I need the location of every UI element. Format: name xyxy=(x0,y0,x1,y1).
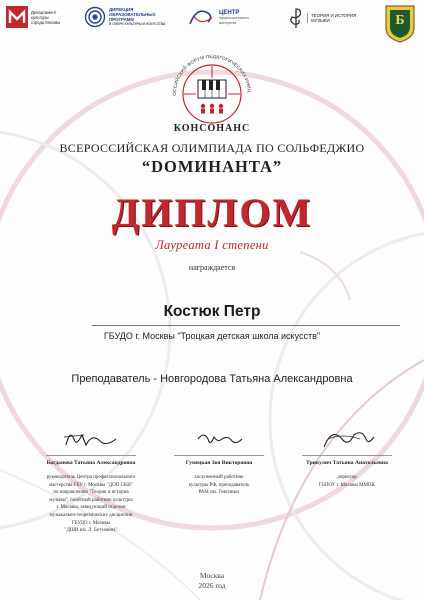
sig1-pos-line: по направлению "Теория и история xyxy=(53,490,129,496)
sig1-pos-line: руководитель Центра профессионального xyxy=(46,475,136,480)
directorate-line-1: ДИРЕКЦИЯ xyxy=(109,7,134,12)
sig3-pos-line: ГБПОУ г. Москвы ММПК xyxy=(319,482,375,488)
directorate-subtitle: В СФЕРЕ КУЛЬТУРЫ И ИСКУССТВА xyxy=(109,22,166,26)
sig2-pos-line: РАМ им. Гнесиных xyxy=(198,490,240,496)
sig1-pos-line: ГБУДО г. Москвы xyxy=(71,520,111,526)
signature-3-position xyxy=(282,474,412,489)
theory-line-1: ТЕОРИЯ И ИСТОРИЯ xyxy=(311,13,357,18)
olympiad-title: ВСЕРОССИЙСКАЯ ОЛИМПИАДА ПО СОЛЬФЕДЖИО xyxy=(59,141,365,155)
signature-2-position xyxy=(154,474,284,497)
directorate-logo xyxy=(84,6,165,28)
circles-icon xyxy=(84,6,106,28)
sig1-pos-line: г. Москвы, заведующий отделом xyxy=(56,505,126,511)
culture-dept-line-2: культуры xyxy=(31,14,49,20)
theory-line-2: МУЗЫКИ xyxy=(311,18,330,23)
theory-logo xyxy=(288,6,356,30)
emblem-name: КОНСОНАНС xyxy=(173,123,251,134)
signature-1-icon xyxy=(56,425,126,455)
treble-clef-icon xyxy=(186,6,218,30)
signature-3-line xyxy=(302,455,392,456)
diploma-degree: Лауреата I степени xyxy=(155,238,269,252)
sig1-pos-line: музыкально-теоретических дисциплин xyxy=(49,512,133,518)
signature-1-position xyxy=(26,474,156,535)
recipient-underline xyxy=(92,325,400,326)
crest-letter: Б xyxy=(395,13,405,28)
signature-block-2 xyxy=(154,425,284,497)
sig1-pos-line: музыки", почётный работник культуры xyxy=(49,497,133,503)
emblem-graphic xyxy=(162,44,262,134)
sig2-pos-line: культуры РФ, преподаватель xyxy=(188,482,250,488)
diploma-title: ДИПЛОМ xyxy=(111,190,313,235)
center-sub-2: мастерства xyxy=(219,20,237,25)
recipient-name: Костюк Петр xyxy=(163,303,261,320)
signature-2-name: Гумецкая Зоя Викторовна xyxy=(185,460,253,466)
footer-year: 2026 год xyxy=(198,581,226,590)
signature-block-1 xyxy=(26,425,156,535)
footer-city: Москва xyxy=(199,571,225,580)
signature-3-icon xyxy=(312,425,382,455)
moscow-m-icon xyxy=(6,6,28,28)
signature-1-line xyxy=(46,455,136,456)
sig3-pos-line: директор xyxy=(337,475,357,480)
awarded-label: награждается xyxy=(188,263,236,272)
culture-department-logo xyxy=(6,6,60,28)
emblem-arc-text: ОССИЙСКИЙ ФОРУМ ПЕДАГОГИЧЕСКИХ ИНИЦ xyxy=(171,53,253,96)
konsonans-emblem xyxy=(162,44,262,134)
sig1-pos-line: мастерства ГБУ г. Москвы "ДОП СКИ" xyxy=(49,482,133,488)
signature-2-line xyxy=(174,455,264,456)
center-logo xyxy=(186,6,249,30)
signature-block-3 xyxy=(282,425,412,489)
school-crest xyxy=(384,4,416,44)
signature-1-name: Богданова Татьяна Александровна xyxy=(46,460,136,466)
culture-dept-line-3: города Москвы xyxy=(31,19,61,25)
sig1-pos-line: "ДШИ им. Л. Бетховена" xyxy=(64,528,118,534)
school-name: ГБУДО г. Москвы "Троцкая детская школа искусств" xyxy=(103,331,321,341)
clef-icon xyxy=(288,6,304,30)
signature-2-icon xyxy=(184,425,254,455)
culture-dept-line-1: Департамент xyxy=(31,9,57,15)
sig2-pos-line: заслуженный работник xyxy=(194,475,244,480)
directorate-line-3: ПРОГРАММ xyxy=(109,17,134,22)
center-sub-1: профессионального xyxy=(219,15,249,20)
directorate-line-2: ОБРАЗОВАТЕЛЬНЫХ xyxy=(109,12,156,17)
signature-3-name: Трикулич Татьяна Анатольевна xyxy=(306,460,388,466)
teacher-line: Преподаватель - Новгородова Татьяна Александровна xyxy=(71,373,353,385)
olympiad-name: “DОМИНАНТА” xyxy=(141,157,283,176)
center-title: ЦЕНТР xyxy=(219,9,240,16)
